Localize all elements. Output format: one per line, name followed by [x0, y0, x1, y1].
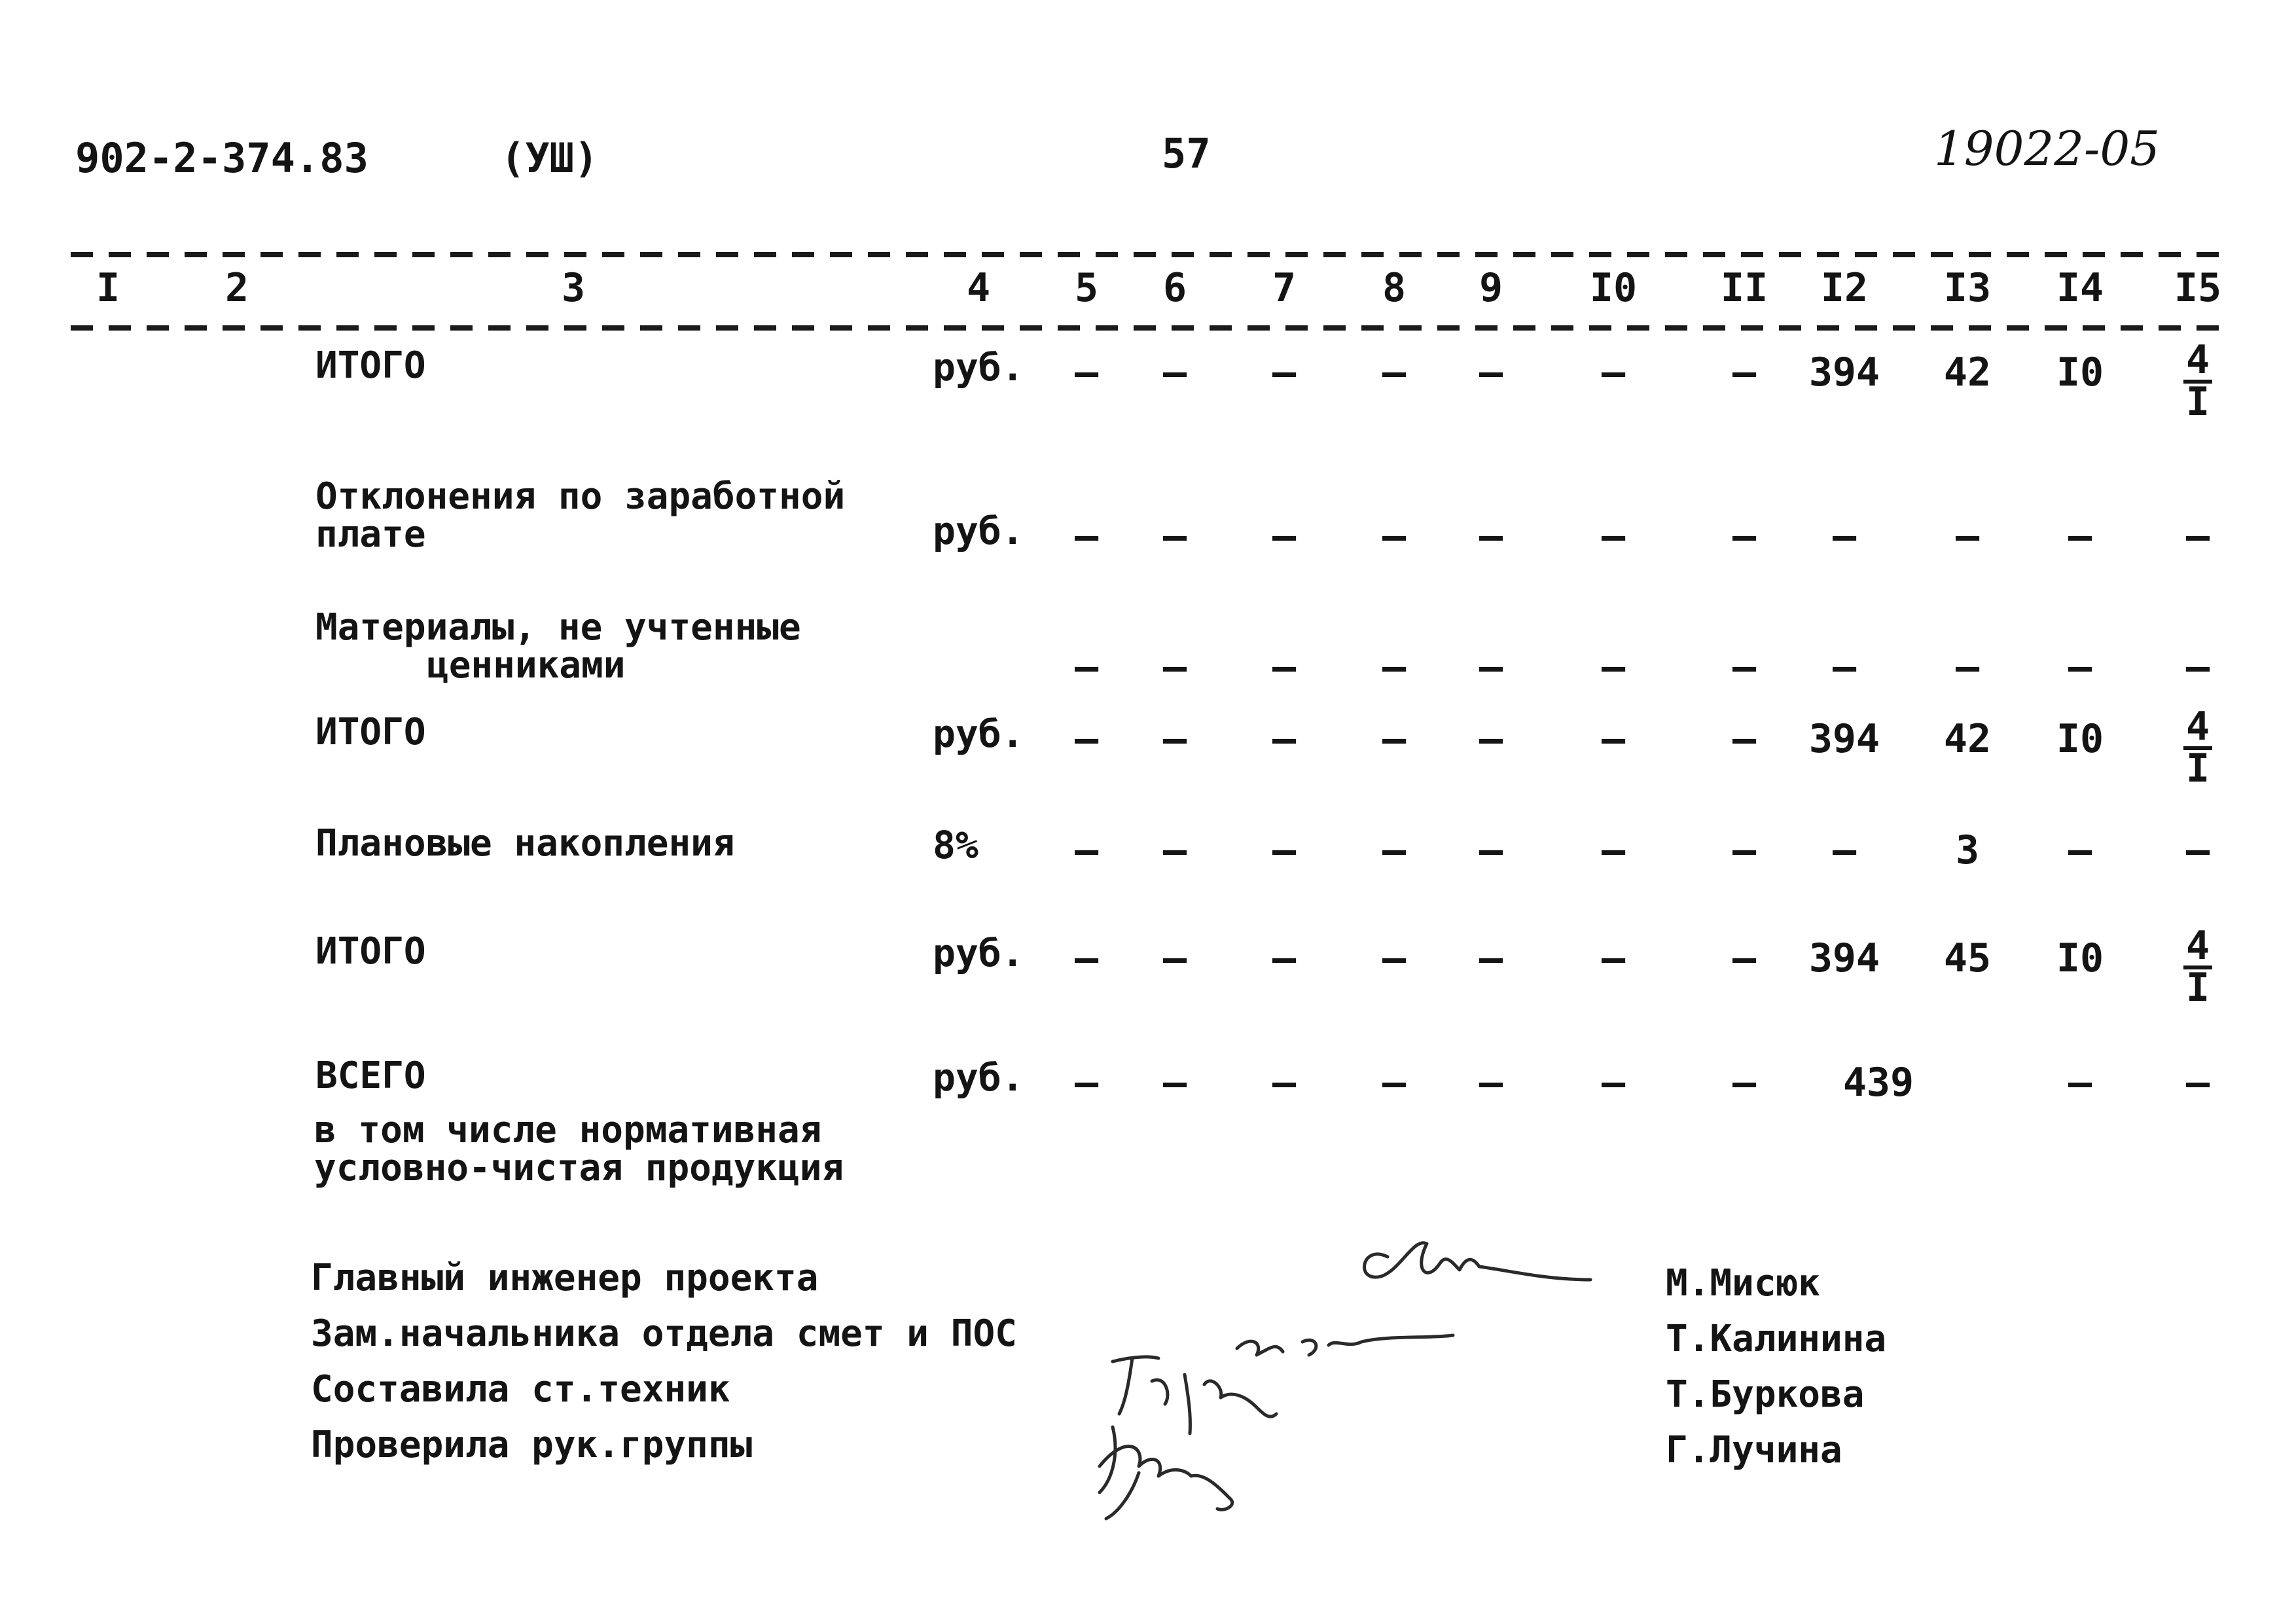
signature-checker	[1100, 1427, 1232, 1519]
fraction-numerator: 4	[2183, 342, 2212, 384]
fraction-numerator: 4	[2183, 708, 2212, 750]
dash-cell: –	[1074, 1060, 1099, 1106]
dash-cell: –	[2185, 1060, 2210, 1106]
value-cell: 45	[1943, 935, 1992, 981]
row-unit: руб.	[933, 712, 1024, 756]
column-number: 4	[966, 265, 991, 311]
signature-role: Составила ст.техник	[311, 1368, 730, 1411]
dash-cell: –	[1601, 716, 1626, 762]
column-number: 7	[1272, 265, 1297, 311]
row-unit: руб.	[933, 931, 1024, 975]
dash-cell: –	[1832, 513, 1857, 559]
dash-cell: –	[1732, 644, 1757, 690]
dash-cell: –	[1832, 644, 1857, 690]
row-label	[315, 930, 426, 973]
column-number: I4	[2056, 265, 2104, 311]
row-label	[315, 475, 846, 556]
dash-cell: –	[1272, 513, 1297, 559]
dash-cell: –	[1162, 716, 1187, 762]
dash-cell: –	[1601, 644, 1626, 690]
dash-cell: –	[1382, 935, 1407, 981]
value-cell: 3	[1955, 827, 1980, 873]
dash-cell: –	[1074, 513, 1099, 559]
row-label	[315, 344, 426, 387]
column-number: II	[1720, 265, 1768, 311]
signature-scribbles	[1073, 1218, 1610, 1519]
fraction-value	[2183, 704, 2212, 791]
dash-cell: –	[1601, 935, 1626, 981]
dash-cell: –	[2068, 827, 2092, 873]
signature-name: М.Мисюк	[1666, 1262, 1821, 1305]
signature-deputy-head	[1237, 1335, 1453, 1355]
dash-cell: –	[1272, 935, 1297, 981]
fraction-denominator: I	[2185, 965, 2210, 1011]
dash-cell: –	[1479, 644, 1503, 690]
row-unit: руб.	[933, 345, 1024, 389]
dash-cell: –	[1162, 1060, 1187, 1106]
section-number: (УШ)	[501, 134, 599, 182]
dash-cell: –	[1074, 644, 1099, 690]
row-label-line: ИТОГО	[315, 344, 426, 387]
dash-cell: –	[1272, 716, 1297, 762]
column-number: 3	[561, 265, 586, 311]
row-label-line: ВСЕГО	[315, 1055, 426, 1097]
value-cell: 394	[1808, 935, 1880, 981]
column-number: 2	[224, 265, 249, 311]
note-line: условно-чистая продукция	[314, 1147, 844, 1189]
signature-role: Зам.начальника отдела смет и ПОС	[311, 1312, 1017, 1355]
column-number: 8	[1382, 265, 1407, 311]
dash-cell: –	[2068, 644, 2092, 690]
note-text	[314, 1111, 844, 1187]
row-label-line: ценниками	[427, 644, 626, 687]
dash-cell: –	[1382, 1060, 1407, 1106]
row-label-line: Отклонения по заработной	[315, 475, 846, 518]
archive-code: 19022-05	[1934, 121, 2160, 176]
value-cell: 394	[1808, 716, 1880, 762]
value-cell: 42	[1943, 350, 1992, 395]
dash-cell: –	[1272, 827, 1297, 873]
column-number: I3	[1943, 265, 1992, 311]
dash-cell: –	[1162, 513, 1187, 559]
dash-cell: –	[1479, 935, 1503, 981]
value-cell: 394	[1808, 350, 1880, 395]
column-number: I0	[1589, 265, 1638, 311]
column-number: 5	[1074, 265, 1099, 311]
fraction-value	[2183, 923, 2212, 1011]
dash-cell: –	[1382, 716, 1407, 762]
row-label-line: ИТОГО	[315, 711, 426, 753]
doc-code	[75, 134, 368, 182]
doc-code-text: 902-2-374.83	[75, 134, 368, 182]
dash-cell: –	[1601, 350, 1626, 395]
dash-cell: –	[1955, 513, 1980, 559]
dash-cell: –	[1479, 350, 1503, 395]
dash-cell: –	[2185, 644, 2210, 690]
dash-cell: –	[1732, 1060, 1757, 1106]
dash-cell: –	[1162, 644, 1187, 690]
dash-cell: –	[1272, 350, 1297, 395]
dash-cell: –	[1162, 935, 1187, 981]
fraction-denominator: I	[2185, 379, 2210, 425]
signature-role: Главный инженер проекта	[311, 1257, 819, 1299]
dash-cell: –	[1732, 513, 1757, 559]
signature-chief-engineer	[1365, 1243, 1590, 1280]
row-label-line: Плановые накопления	[315, 822, 735, 865]
column-number: I5	[2174, 265, 2222, 311]
dash-cell: –	[1074, 827, 1099, 873]
dash-cell: –	[1601, 827, 1626, 873]
dash-cell: –	[1832, 827, 1857, 873]
value-cell: I0	[2056, 350, 2104, 395]
dash-cell: –	[1732, 350, 1757, 395]
dash-cell: –	[1732, 716, 1757, 762]
header-rule-top	[71, 252, 2231, 257]
dash-cell: –	[1955, 644, 1980, 690]
dash-cell: –	[1382, 644, 1407, 690]
dash-cell: –	[2185, 513, 2210, 559]
signature-name: Г.Лучина	[1666, 1429, 1842, 1471]
dash-cell: –	[1074, 716, 1099, 762]
page-number: 57	[1162, 130, 1211, 177]
dash-cell: –	[1074, 350, 1099, 395]
value-cell: 439	[1842, 1060, 1914, 1106]
row-label-line: плате	[315, 513, 426, 556]
column-number: 9	[1479, 265, 1503, 311]
dash-cell: –	[1162, 350, 1187, 395]
dash-cell: –	[1382, 513, 1407, 559]
row-unit: руб.	[933, 1055, 1024, 1100]
dash-cell: –	[2185, 827, 2210, 873]
dash-cell: –	[1479, 716, 1503, 762]
dash-cell: –	[1479, 827, 1503, 873]
row-unit: руб.	[933, 509, 1024, 553]
dash-cell: –	[1272, 644, 1297, 690]
value-cell: I0	[2056, 935, 2104, 981]
signature-role: Проверила рук.группы	[311, 1424, 753, 1466]
row-label	[315, 606, 801, 687]
value-cell: I0	[2056, 716, 2104, 762]
column-number: I	[96, 265, 120, 311]
signature-name: Т.Буркова	[1666, 1373, 1865, 1416]
dash-cell: –	[2068, 513, 2092, 559]
fraction-value	[2183, 337, 2212, 425]
dash-cell: –	[1601, 513, 1626, 559]
dash-cell: –	[1732, 935, 1757, 981]
column-number: 6	[1162, 265, 1187, 311]
signature-compiler	[1113, 1357, 1276, 1434]
value-cell: 42	[1943, 716, 1992, 762]
dash-cell: –	[1601, 1060, 1626, 1106]
row-label	[315, 822, 735, 865]
dash-cell: –	[1382, 350, 1407, 395]
column-number: I2	[1820, 265, 1869, 311]
row-label-line: ИТОГО	[315, 930, 426, 973]
dash-cell: –	[1732, 827, 1757, 873]
row-unit: 8%	[933, 823, 978, 867]
row-label-line: Материалы, не учтенные	[315, 606, 801, 649]
dash-cell: –	[1074, 935, 1099, 981]
dash-cell: –	[1272, 1060, 1297, 1106]
signature-name: Т.Калинина	[1666, 1318, 1887, 1360]
dash-cell: –	[1479, 1060, 1503, 1106]
note-line: в том числе нормативная	[314, 1109, 822, 1151]
header-rule-bottom	[71, 325, 2231, 331]
dash-cell: –	[1479, 513, 1503, 559]
dash-cell: –	[1382, 827, 1407, 873]
row-label	[315, 1057, 426, 1095]
row-label	[315, 713, 426, 751]
dash-cell: –	[1162, 827, 1187, 873]
fraction-denominator: I	[2185, 746, 2210, 791]
dash-cell: –	[2068, 1060, 2092, 1106]
fraction-numerator: 4	[2183, 928, 2212, 969]
